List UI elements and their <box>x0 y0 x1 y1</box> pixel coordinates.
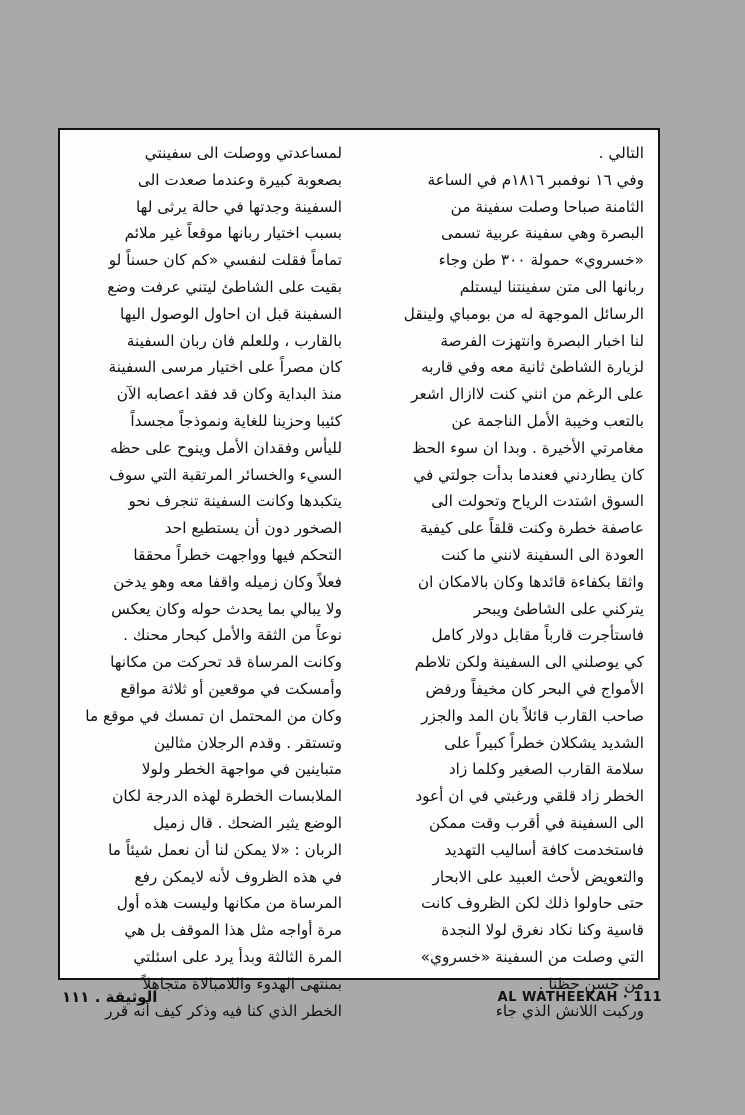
text-line: الثامنة صباحا وصلت سفينة من <box>450 197 644 216</box>
text-line: ربانها الى متن سفينتنا ليستلم <box>459 277 644 296</box>
text-line: المرة الثالثة وبدأ يرد على اسئلتي <box>133 947 342 966</box>
text-line: لليأس وفقدان الأمل وينوح على حظه <box>110 438 342 457</box>
article-right-column <box>382 140 644 1024</box>
text-line: كي يوصلني الى السفينة ولكن تلاطم <box>414 653 644 672</box>
text-line: من حسن حظنا . <box>538 974 644 993</box>
text-line: الخطر زاد قلقي ورغبتي في ان أعود <box>415 787 644 806</box>
text-line: على الرغم من انني كنت لاازال اشعر <box>411 385 644 404</box>
text-line: التي وصلت من السفينة «خسروي» <box>420 947 644 966</box>
article-left-column <box>80 140 342 1024</box>
text-line: الصخور دون أن يستطيع احد <box>164 519 342 538</box>
text-line: الأمواج في البحر كان مخيفاً ورفض <box>425 679 644 698</box>
text-line: كان مصراً على اختيار مرسى السفينة <box>108 358 342 377</box>
text-line: يتركني على الشاطئ ويبحر <box>473 599 644 618</box>
text-line: فاستخدمت كافة أساليب التهديد <box>444 840 644 859</box>
text-line: بسبب اختيار ربانها موقعاً غير ملائم <box>124 224 342 243</box>
text-line: بالتعب وخيبة الأمل الناجمة عن <box>451 411 644 430</box>
text-line: التحكم فيها وواجهت خطراً محققا <box>133 545 342 564</box>
text-line: والتعويض لأحث العبيد على الابحار <box>432 867 644 886</box>
footer-arabic-title: الوثيقة . ١١١ <box>62 988 158 1006</box>
text-line: كئيبا وحزينا للغاية ونموذجاً مجسداً <box>130 411 342 430</box>
text-line: وتستقر . وقدم الرجلان مثالين <box>153 733 342 752</box>
text-line: السيء والخسائر المرتقبة التي سوف <box>109 465 342 484</box>
text-line: السفينة قبل ان احاول الوصول اليها <box>120 304 342 323</box>
text-line: لنا اخبار البصرة وانتهزت الفرصة <box>440 331 644 350</box>
text-line: مغامرتي الأخيرة . وبدا ان سوء الحظ <box>411 438 644 457</box>
text-line: حتى حاولوا ذلك لكن الظروف كانت <box>421 894 644 913</box>
text-line: وكانت المرساة قد تحركت من مكانها <box>110 653 342 672</box>
text-line: منذ البداية وكان قد فقد اعصابه الآن <box>116 385 342 404</box>
text-line: بقيت على الشاطئ ليتني عرفت وضع <box>107 277 342 296</box>
text-line: المرساة من مكانها وليست هذه أول <box>116 894 342 913</box>
text-line: الشديد يشكلان خطراً كبيراً على <box>444 733 644 752</box>
text-line: السفينة وجدتها في حالة يرثى لها <box>136 197 342 216</box>
text-line: متباينين في مواجهة الخطر ولولا <box>141 760 342 779</box>
text-line: بالقارب ، وللعلم فان ربان السفينة <box>126 331 342 350</box>
text-line: الملابسات الخطرة لهذه الدرجة لكان <box>112 787 342 806</box>
text-line: بمنتهى الهدوء واللامبالاة متجاهلاً <box>142 974 342 993</box>
text-line: الرسائل الموجهة له من بومباي ولينقل <box>403 304 644 323</box>
text-line: الوضع يثير الضحك . قال زميل <box>153 813 342 832</box>
text-line: الخطر الذي كنا فيه وذكر كيف أنه قرر <box>105 1001 342 1020</box>
text-line: لمساعدتي ووصلت الى سفينتي <box>144 144 342 162</box>
text-line: «خسروي» حمولة ٣٠٠ طن وجاء <box>438 251 644 270</box>
text-line: واثقا بكفاءة قائدها وكان بالامكان ان <box>417 572 644 591</box>
page-footer <box>62 988 662 1008</box>
text-line: فعلاً وكان زميله واقفا معه وهو يدخن <box>113 572 342 591</box>
text-line: بصعوبة كبيرة وعندما صعدت الى <box>137 170 342 189</box>
text-line: كان يطاردني فعندما بدأت جولتي في <box>413 465 644 484</box>
text-line: لزيارة الشاطئ ثانية معه وفي قاربه <box>421 358 644 377</box>
text-line: السوق اشتدت الرياح وتحولت الى <box>431 492 644 511</box>
text-line: وركبت اللانش الذي جاء <box>495 1001 644 1020</box>
text-line: فاستأجرت قارباً مقابل دولار كامل <box>431 626 644 645</box>
text-line: التالي . <box>598 144 644 162</box>
text-line: صاحب القارب قائلاً بان المد والجزر <box>421 706 644 725</box>
text-line: عاصفة خطرة وكنت قلقاً على كيفية <box>420 519 644 538</box>
text-line: العودة الى السفينة لانني ما كنت <box>441 545 644 564</box>
text-line: وكان من المحتمل ان تمسك في موقع ما <box>85 706 342 725</box>
text-line: مرة أواجه مثل هذا الموقف بل هي <box>124 921 342 940</box>
text-line: تماماً فقلت لنفسي «كم كان حسناً لو <box>108 251 342 270</box>
text-line: وفي ١٦ نوفمبر ١٨١٦م في الساعة <box>427 170 644 189</box>
text-line: يتكبدها وكانت السفينة تنجرف نحو <box>128 492 342 511</box>
footer-latin-title: AL WATHEEKAH · 111 <box>497 990 662 1005</box>
text-line: وأمسكت في موقعين أو ثلاثة مواقع <box>120 679 342 698</box>
text-line: ولا يبالي بما يحدث حوله وكان يعكس <box>111 599 342 618</box>
text-line: الى السفينة في أقرب وقت ممكن <box>428 813 644 832</box>
text-line: في هذه الظروف لأنه لايمكن رفع <box>134 867 342 886</box>
text-line: نوعاً من الثقة والأمل كبحار محنك . <box>123 626 342 645</box>
text-line: سلامة القارب الصغير وكلما زاد <box>448 760 644 779</box>
text-line: البصرة وهي سفينة عربية تسمى <box>440 224 644 243</box>
text-line: الربان : «لا يمكن لنا أن نعمل شيئاً ما <box>108 840 342 859</box>
text-line: قاسية وكنا نكاد نغرق لولا النجدة <box>441 921 644 940</box>
